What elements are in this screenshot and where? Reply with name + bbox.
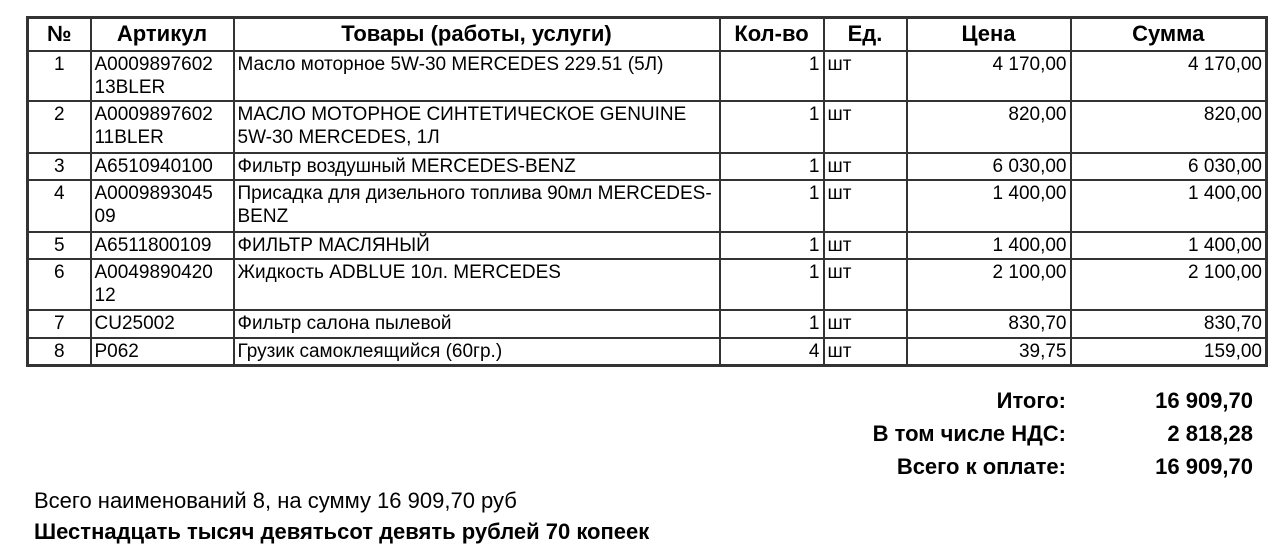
row-name: Масло моторное 5W-30 MERCEDES 229.51 (5Л) <box>234 51 720 101</box>
vat-value: 2 818,28 <box>1167 420 1253 446</box>
total-due-value: 16 909,70 <box>1155 453 1253 479</box>
table-row <box>28 310 1267 338</box>
table-header-row <box>28 18 1267 52</box>
row-article: P062 <box>91 338 234 366</box>
table-row <box>28 259 1267 310</box>
row-number: 6 <box>28 259 91 310</box>
row-unit: шт <box>824 101 907 153</box>
table-row <box>28 101 1267 153</box>
row-qty: 1 <box>720 101 824 153</box>
row-name: Грузик самоклеящийся (60гр.) <box>234 338 720 366</box>
row-unit: шт <box>824 259 907 310</box>
row-number: 4 <box>28 180 91 232</box>
vat-label: В том числе НДС: <box>872 420 1066 446</box>
row-price: 4 170,00 <box>907 51 1071 101</box>
row-price: 39,75 <box>907 338 1071 366</box>
table-row <box>28 180 1267 232</box>
row-price: 2 100,00 <box>907 259 1071 310</box>
row-price: 1 400,00 <box>907 232 1071 259</box>
row-number: 8 <box>28 338 91 366</box>
row-price: 1 400,00 <box>907 180 1071 232</box>
row-name: Фильтр воздушный MERCEDES-BENZ <box>234 153 720 180</box>
row-name: ФИЛЬТР МАСЛЯНЫЙ <box>234 232 720 259</box>
header-sum: Сумма <box>1071 18 1267 52</box>
row-article: A0009897602 13BLER <box>91 51 234 101</box>
items-count-summary: Всего наименований 8, на сумму 16 909,70 руб <box>34 488 517 513</box>
invoice-items-table <box>26 16 1268 367</box>
table-row <box>28 232 1267 259</box>
row-qty: 1 <box>720 310 824 338</box>
row-number: 1 <box>28 51 91 101</box>
header-number: № <box>28 18 91 52</box>
row-sum: 2 100,00 <box>1071 259 1267 310</box>
row-qty: 4 <box>720 338 824 366</box>
row-name: Присадка для дизельного топлива 90мл MERCEDES-BENZ <box>234 180 720 232</box>
row-sum: 1 400,00 <box>1071 232 1267 259</box>
row-name: Жидкость ADBLUE 10л. MERCEDES <box>234 259 720 310</box>
row-number: 7 <box>28 310 91 338</box>
row-name: МАСЛО МОТОРНОЕ СИНТЕТИЧЕСКОЕ GENUINE 5W-30 MERCEDES, 1Л <box>234 101 720 153</box>
row-unit: шт <box>824 180 907 232</box>
table-row <box>28 51 1267 101</box>
row-qty: 1 <box>720 153 824 180</box>
row-price: 830,70 <box>907 310 1071 338</box>
amount-in-words: Шестнадцать тысяч девятьсот девять рублей 70 копеек <box>34 519 650 544</box>
table-row <box>28 153 1267 180</box>
header-quantity: Кол-во <box>720 18 824 52</box>
header-goods: Товары (работы, услуги) <box>234 18 720 52</box>
row-article: A0049890420 12 <box>91 259 234 310</box>
row-unit: шт <box>824 310 907 338</box>
total-due-label: Всего к оплате: <box>896 453 1066 479</box>
row-sum: 159,00 <box>1071 338 1267 366</box>
row-unit: шт <box>824 153 907 180</box>
row-article: A0009893045 09 <box>91 180 234 232</box>
table-row <box>28 338 1267 366</box>
row-sum: 820,00 <box>1071 101 1267 153</box>
row-qty: 1 <box>720 180 824 232</box>
row-unit: шт <box>824 51 907 101</box>
row-sum: 830,70 <box>1071 310 1267 338</box>
row-sum: 1 400,00 <box>1071 180 1267 232</box>
row-qty: 1 <box>720 51 824 101</box>
subtotal-value: 16 909,70 <box>1155 387 1253 413</box>
row-number: 3 <box>28 153 91 180</box>
header-unit: Ед. <box>824 18 907 52</box>
total-due-row <box>800 450 1253 483</box>
subtotal-row <box>800 384 1253 417</box>
row-sum: 6 030,00 <box>1071 153 1267 180</box>
row-name: Фильтр салона пылевой <box>234 310 720 338</box>
subtotal-label: Итого: <box>996 387 1066 413</box>
row-sum: 4 170,00 <box>1071 51 1267 101</box>
row-unit: шт <box>824 338 907 366</box>
header-price: Цена <box>907 18 1071 52</box>
row-qty: 1 <box>720 232 824 259</box>
row-article: A6511800109 <box>91 232 234 259</box>
row-unit: шт <box>824 232 907 259</box>
row-price: 6 030,00 <box>907 153 1071 180</box>
totals-block <box>800 384 1253 483</box>
row-number: 5 <box>28 232 91 259</box>
row-number: 2 <box>28 101 91 153</box>
vat-row <box>800 417 1253 450</box>
row-article: CU25002 <box>91 310 234 338</box>
row-article: A6510940100 <box>91 153 234 180</box>
row-qty: 1 <box>720 259 824 310</box>
row-price: 820,00 <box>907 101 1071 153</box>
row-article: A0009897602 11BLER <box>91 101 234 153</box>
header-article: Артикул <box>91 18 234 52</box>
